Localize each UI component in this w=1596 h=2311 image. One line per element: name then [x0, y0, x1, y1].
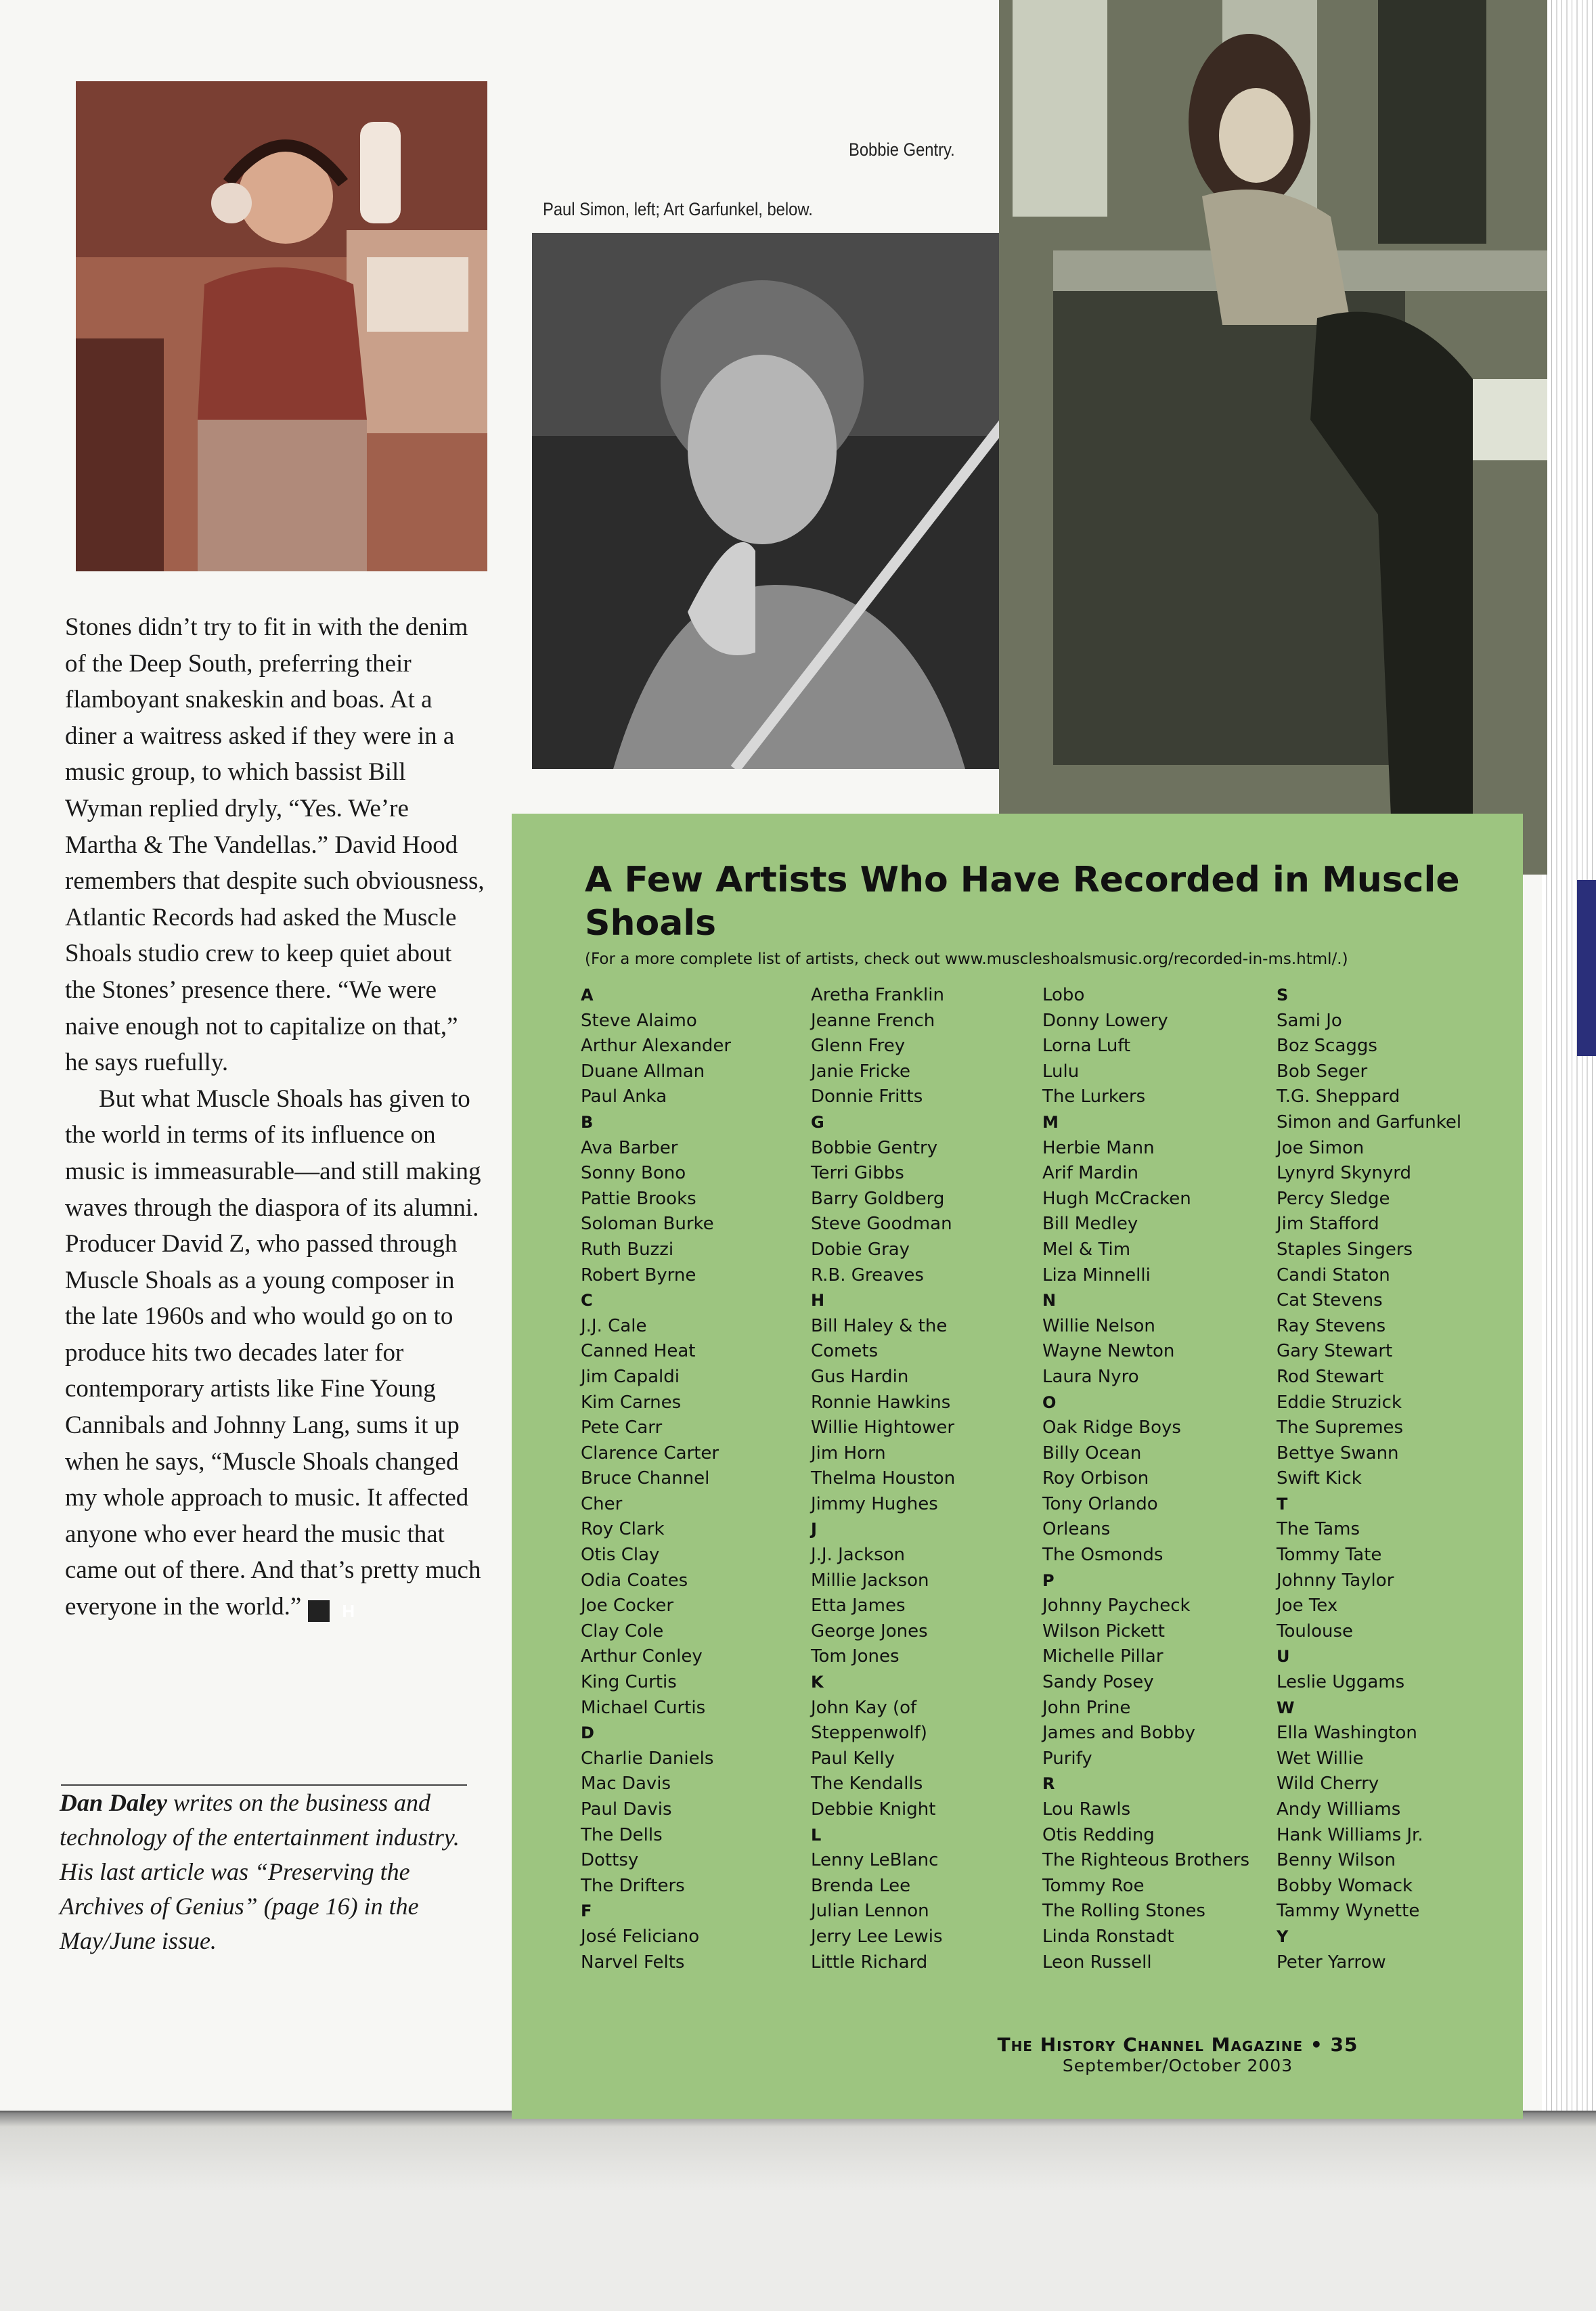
magazine-name-page-number: The History Channel Magazine • 35 — [997, 2033, 1358, 2056]
artist-name: Wayne Newton — [1042, 1341, 1175, 1362]
artist-name: Lulu — [1042, 1061, 1080, 1082]
artist-name: Lorna Luft — [1042, 1036, 1131, 1057]
artist-name: Tommy Roe — [1042, 1875, 1145, 1896]
artist-name: Janie Fricke — [811, 1061, 910, 1082]
section-letter: G — [811, 1112, 824, 1132]
artist-name: Joe Simon — [1277, 1137, 1365, 1158]
author-bio — [60, 1786, 479, 1958]
artist-name: Willie Nelson — [1042, 1315, 1155, 1336]
section-letter: C — [581, 1291, 593, 1311]
artist-name: Leslie Uggams — [1277, 1672, 1405, 1693]
artist-column — [1042, 983, 1272, 1975]
artist-name: Tommy Tate — [1277, 1545, 1382, 1566]
artist-name: King Curtis — [581, 1672, 677, 1693]
section-letter: P — [1042, 1570, 1055, 1590]
artist-name: Swift Kick — [1277, 1468, 1362, 1489]
artist-name: Mac Davis — [581, 1774, 671, 1795]
artist-name: Lynyrd Skynyrd — [1277, 1163, 1411, 1184]
artist-name: Steve Goodman — [811, 1214, 952, 1235]
artist-name: Millie Jackson — [811, 1570, 929, 1591]
section-letter: D — [581, 1723, 594, 1743]
artist-name: Cher — [581, 1493, 623, 1514]
photo-paul-simon — [76, 81, 487, 571]
artist-name: Sonny Bono — [581, 1163, 686, 1184]
article-paragraph — [65, 1081, 485, 1625]
artist-name: The Supremes — [1277, 1417, 1404, 1438]
artist-name: Ronnie Hawkins — [811, 1392, 951, 1413]
artist-name: Lou Rawls — [1042, 1799, 1131, 1820]
artist-name: Otis Redding — [1042, 1824, 1155, 1845]
artist-name: Tammy Wynette — [1277, 1901, 1420, 1922]
artist-name: Duane Allman — [581, 1061, 705, 1082]
artist-name: Steve Alaimo — [581, 1010, 697, 1031]
artist-name: Etta James — [811, 1595, 906, 1616]
artist-name: Lobo — [1042, 985, 1085, 1005]
section-letter: Y — [1277, 1927, 1289, 1946]
artist-name: The Drifters — [581, 1875, 685, 1896]
photo-bobbie-gentry — [999, 0, 1547, 875]
artist-name: Jeanne French — [811, 1010, 935, 1031]
artist-name: Ray Stevens — [1277, 1315, 1386, 1336]
section-letter: N — [1042, 1291, 1057, 1311]
artist-name: Peter Yarrow — [1277, 1952, 1386, 1973]
artist-name: Soloman Burke — [581, 1214, 714, 1235]
artist-name: Comets — [811, 1341, 879, 1362]
artist-name: Little Richard — [811, 1952, 928, 1973]
artist-name: Donny Lowery — [1042, 1010, 1168, 1031]
artist-name: Michelle Pillar — [1042, 1646, 1163, 1667]
artist-name: Hank Williams Jr. — [1277, 1824, 1423, 1845]
artist-name: Pete Carr — [581, 1417, 663, 1438]
artist-name: Eddie Struzick — [1277, 1392, 1402, 1413]
artist-name: Percy Sledge — [1277, 1188, 1390, 1209]
artist-name: Roy Orbison — [1042, 1468, 1149, 1489]
artist-name: Debbie Knight — [811, 1799, 936, 1820]
artist-name: Bettye Swann — [1277, 1443, 1399, 1463]
artist-name: J.J. Jackson — [811, 1545, 906, 1566]
artist-name: Rod Stewart — [1277, 1366, 1384, 1387]
artist-name: Tony Orlando — [1042, 1493, 1158, 1514]
section-letter: T — [1277, 1494, 1288, 1514]
artist-name: Cat Stevens — [1277, 1290, 1383, 1311]
artist-name: T.G. Sheppard — [1277, 1086, 1400, 1107]
artist-name: Jim Capaldi — [581, 1366, 680, 1387]
artist-name: Arthur Alexander — [581, 1036, 732, 1057]
artist-name: Linda Ronstadt — [1042, 1926, 1174, 1947]
section-letter: L — [811, 1825, 822, 1845]
artist-column — [581, 983, 811, 1975]
artist-name: José Feliciano — [581, 1926, 700, 1947]
artist-name: Donnie Fritts — [811, 1086, 923, 1107]
issue-date: September/October 2003 — [1062, 2056, 1293, 2075]
artist-name: Billy Ocean — [1042, 1443, 1142, 1463]
article-body — [65, 609, 485, 1625]
artist-name: Dottsy — [581, 1850, 639, 1871]
artist-name: Paul Davis — [581, 1799, 672, 1820]
artist-name: Gary Stewart — [1277, 1341, 1393, 1362]
artist-name: The Tams — [1277, 1519, 1360, 1540]
artist-name: Glenn Frey — [811, 1036, 906, 1057]
section-letter: W — [1277, 1698, 1295, 1717]
artist-name: The Rolling Stones — [1042, 1901, 1205, 1922]
artist-name: Liza Minnelli — [1042, 1264, 1151, 1285]
artist-name: Bobby Womack — [1277, 1875, 1413, 1896]
artist-name: The Dells — [581, 1824, 663, 1845]
artist-name: Wilson Pickett — [1042, 1621, 1165, 1642]
page-edge — [1542, 0, 1596, 2132]
artist-name: Staples Singers — [1277, 1239, 1413, 1260]
artist-name: Terri Gibbs — [811, 1163, 904, 1184]
artist-name: Bill Medley — [1042, 1214, 1138, 1235]
section-letter: U — [1277, 1647, 1290, 1667]
artist-name: Herbie Mann — [1042, 1137, 1155, 1158]
artist-name: Julian Lennon — [811, 1901, 929, 1922]
photo-art-garfunkel — [532, 233, 1060, 769]
artist-name: George Jones — [811, 1621, 928, 1642]
artist-name: Barry Goldberg — [811, 1188, 945, 1209]
artist-name: Ruth Buzzi — [581, 1239, 674, 1260]
artist-name: Andy Williams — [1277, 1799, 1401, 1820]
page-footer — [988, 2033, 1367, 2075]
artist-name: Candi Staton — [1277, 1264, 1390, 1285]
end-of-article-mark: H — [308, 1600, 330, 1622]
artist-name: Toulouse — [1277, 1621, 1354, 1642]
artist-name: Bruce Channel — [581, 1468, 710, 1489]
artist-name: Johnny Taylor — [1277, 1570, 1394, 1591]
artist-name: Ella Washington — [1277, 1723, 1417, 1744]
artist-name: Arif Mardin — [1042, 1163, 1138, 1184]
artist-name: Ava Barber — [581, 1137, 678, 1158]
artist-name: The Kendalls — [811, 1774, 923, 1795]
artist-name: Pattie Brooks — [581, 1188, 696, 1209]
artist-name: Mel & Tim — [1042, 1239, 1131, 1260]
section-letter: R — [1042, 1774, 1055, 1794]
artist-name: R.B. Greaves — [811, 1264, 924, 1285]
artist-name: Canned Heat — [581, 1341, 696, 1362]
section-letter: K — [811, 1673, 824, 1692]
artist-name: Wild Cherry — [1277, 1774, 1379, 1795]
artist-name: Leon Russell — [1042, 1952, 1152, 1973]
section-letter: S — [1277, 986, 1289, 1005]
artist-name: Tom Jones — [811, 1646, 900, 1667]
artist-name: Aretha Franklin — [811, 985, 944, 1005]
artist-name: John Kay (of — [811, 1697, 917, 1718]
artist-name: Roy Clark — [581, 1519, 665, 1540]
artist-name: Brenda Lee — [811, 1875, 911, 1896]
artist-name: Thelma Houston — [811, 1468, 956, 1489]
article-paragraph: Stones didn’t try to fit in with the denim of the Deep South, preferring their flamboyant snakeskin and boas. At a diner a waitress asked if they were in a music group, to which bassist Bill Wyman replied dryly, “Yes. We’re Martha & The Vandellas.” David Hood remembers that despite such obviousness, Atlantic Records had asked the Muscle Shoals studio crew to keep quiet about the Stones’ presence there. “We were naive enough not to capitalize on that,” he says ruefully. — [65, 613, 485, 1077]
artist-name: Laura Nyro — [1042, 1366, 1139, 1387]
author-bio-text: writes on the business and technology of the entertainment industry. His last article was “Preserving the Archives of Genius” (page 16) in the May/June issue. — [60, 1789, 460, 1954]
artist-name: Hugh McCracken — [1042, 1188, 1191, 1209]
artist-name: James and Bobby — [1042, 1723, 1196, 1744]
artist-name: J.J. Cale — [581, 1315, 647, 1336]
artist-name: Narvel Felts — [581, 1952, 685, 1973]
article-paragraph-text: But what Muscle Shoals has given to the world in terms of its influence on music is immeasurable—and still making waves through the diaspora of its alumni. Producer David Z, who passed through Muscle Shoals as a young composer in the late 1960s and who would go on to produce hits two decades later for contemporary artists like Fine Young Cannibals and Johnny Lang, sums it up when he says, “Muscle Shoals changed my whole approach to music. It affected anyone who ever heard the music that came out of there. And that’s pretty much everyone in the world.” — [65, 1084, 481, 1621]
artist-name: Steppenwolf) — [811, 1723, 927, 1744]
artist-name: Bobbie Gentry — [811, 1137, 938, 1158]
artist-name: Purify — [1042, 1748, 1092, 1769]
sidebar-title: A Few Artists Who Have Recorded in Muscle Shoals — [585, 860, 1460, 944]
section-letter: A — [581, 986, 594, 1005]
artist-name: Clarence Carter — [581, 1443, 719, 1463]
artist-name: Lenny LeBlanc — [811, 1850, 939, 1871]
artist-name: Odia Coates — [581, 1570, 688, 1591]
artist-name: Charlie Daniels — [581, 1748, 714, 1769]
artist-name: Joe Tex — [1277, 1595, 1338, 1616]
artist-name: Sandy Posey — [1042, 1672, 1154, 1693]
artist-name: Robert Byrne — [581, 1264, 696, 1285]
artist-name: Joe Cocker — [581, 1595, 674, 1616]
page-edge-accent — [1577, 880, 1596, 1056]
section-letter: J — [811, 1520, 817, 1539]
artist-column — [811, 983, 1041, 1975]
caption-bobbie-gentry: Bobbie Gentry. — [849, 139, 955, 160]
artist-name: Willie Hightower — [811, 1417, 955, 1438]
sidebar-subtitle: (For a more complete list of artists, check out www.muscleshoalsmusic.org/recorded-in-ms.html/.) — [585, 950, 1348, 968]
artist-name: Jim Horn — [811, 1443, 886, 1463]
artist-name: Kim Carnes — [581, 1392, 682, 1413]
artist-name: The Righteous Brothers — [1042, 1850, 1250, 1871]
artist-name: Bill Haley & the — [811, 1315, 948, 1336]
scan-background — [0, 2111, 1596, 2311]
section-letter: B — [581, 1112, 594, 1132]
artist-name: Jimmy Hughes — [811, 1493, 938, 1514]
artist-name: Michael Curtis — [581, 1697, 706, 1718]
artist-name: Otis Clay — [581, 1545, 660, 1566]
artist-name: Benny Wilson — [1277, 1850, 1396, 1871]
artist-name: Paul Anka — [581, 1086, 667, 1107]
artist-name: Bob Seger — [1277, 1061, 1368, 1082]
artist-name: Simon and Garfunkel — [1277, 1112, 1462, 1132]
artist-name: Boz Scaggs — [1277, 1036, 1377, 1057]
artist-name: Oak Ridge Boys — [1042, 1417, 1181, 1438]
artist-name: Orleans — [1042, 1519, 1111, 1540]
artist-name: Jerry Lee Lewis — [811, 1926, 943, 1947]
artist-column — [1277, 983, 1507, 1975]
artist-name: Johnny Paycheck — [1042, 1595, 1191, 1616]
artist-name: Clay Cole — [581, 1621, 664, 1642]
artist-name: Dobie Gray — [811, 1239, 910, 1260]
section-letter: H — [811, 1291, 825, 1311]
artist-name: Wet Willie — [1277, 1748, 1364, 1769]
section-letter: O — [1042, 1392, 1057, 1412]
caption-simon-garfunkel: Paul Simon, left; Art Garfunkel, below. — [543, 199, 813, 219]
artist-name: The Lurkers — [1042, 1086, 1146, 1107]
section-letter: M — [1042, 1112, 1059, 1132]
artist-name: Paul Kelly — [811, 1748, 895, 1769]
artist-name: Arthur Conley — [581, 1646, 703, 1667]
artist-name: Jim Stafford — [1277, 1214, 1379, 1235]
artist-name: Sami Jo — [1277, 1010, 1342, 1031]
artist-name: Gus Hardin — [811, 1366, 909, 1387]
artist-name: The Osmonds — [1042, 1545, 1163, 1566]
section-letter: F — [581, 1901, 592, 1921]
artist-name: John Prine — [1042, 1697, 1131, 1718]
author-name: Dan Daley — [60, 1789, 167, 1816]
